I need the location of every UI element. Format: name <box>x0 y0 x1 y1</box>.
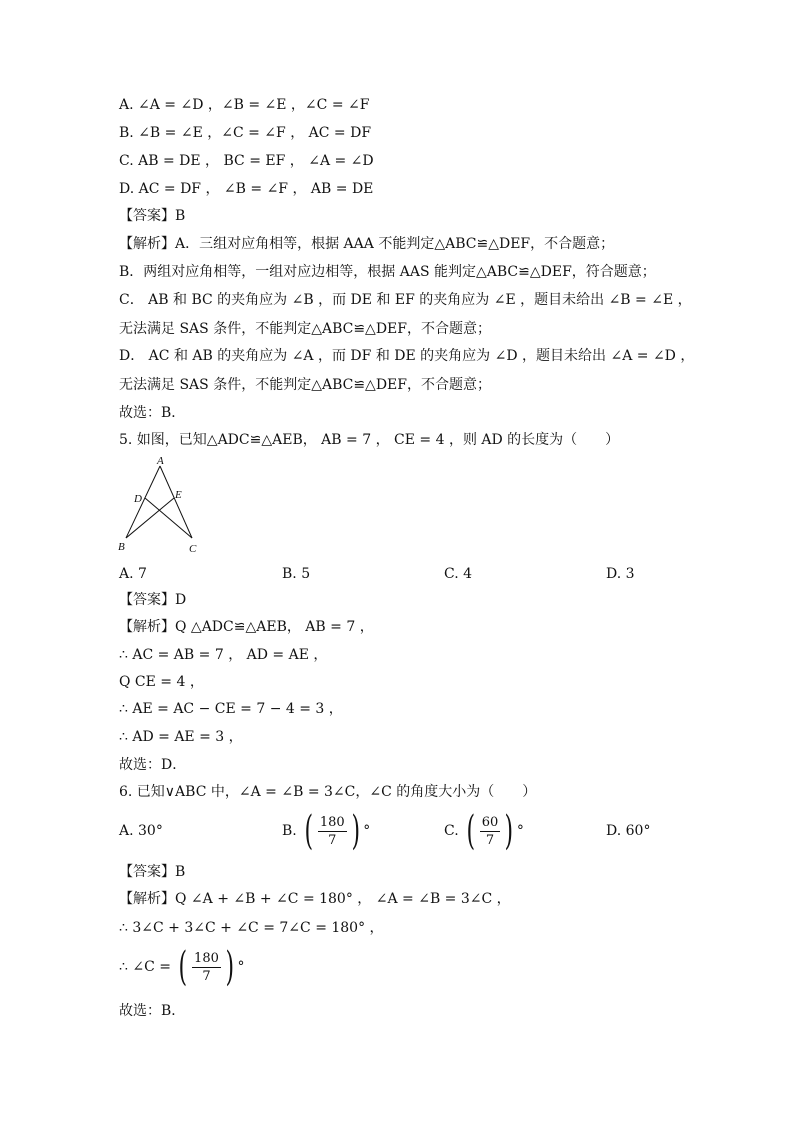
q4-analysis-line-5: D． AC 和 AB 的夹角应为 ∠A ，而 DF 和 DE 的夹角应为 ∠D ，题目未给出 ∠A = ∠D ， <box>119 348 695 364</box>
segment-ac <box>160 466 192 538</box>
q6-option-b <box>282 808 370 854</box>
q5-analysis-line-5: ∴ AD = AE = 3 ， <box>119 729 243 745</box>
q6-analysis-line-2: ∴ 3∠C + 3∠C + ∠C = 7∠C = 180° ， <box>119 920 384 936</box>
q5-question: 5. 如图，已知△ADC≌△AEB， AB = 7 ， CE = 4 ，则 AD 的长度为（ ） <box>119 432 620 448</box>
q4-option-a: A. ∠A = ∠D ，∠B = ∠E ，∠C = ∠F <box>119 97 370 113</box>
q6-option-b-fraction: ( $\frac{180}{7}$ ) <box>304 808 360 854</box>
q4-option-c: C. AB = DE ， BC = EF ， ∠A = ∠D <box>119 153 374 169</box>
q6-option-b-prefix: B. <box>282 823 297 839</box>
q4-option-b: B. ∠B = ∠E ，∠C = ∠F ， AC = DF <box>119 125 372 141</box>
q6-result-degree: ° <box>237 959 245 975</box>
q6-option-c-prefix: C. <box>444 823 459 839</box>
q5-triangle-figure <box>112 452 212 557</box>
q6-result-fraction: ( $\frac{180}{7}$ ) <box>178 944 234 990</box>
q6-answer: 【答案】B <box>119 864 186 880</box>
q4-option-d: D. AC = DF ， ∠B = ∠F ， AB = DE <box>119 181 374 197</box>
label-b: B <box>118 541 125 553</box>
segment-cd <box>145 498 192 538</box>
q6-option-c-numerator: 60 <box>481 814 499 830</box>
label-e: E <box>175 489 182 501</box>
label-c: C <box>189 543 197 555</box>
q6-analysis-result <box>119 944 244 990</box>
segment-ab <box>126 466 160 538</box>
label-d: D <box>134 493 142 505</box>
q5-conclusion: 故选：D． <box>119 757 187 773</box>
q6-conclusion: 故选：B． <box>119 1003 186 1019</box>
q6-option-b-denominator: 7 <box>328 832 337 848</box>
q4-analysis-line-6: 无法满足 SAS 条件，不能判定△ABC≌△DEF，不合题意； <box>119 377 491 393</box>
q6-option-c-degree: ° <box>516 823 524 839</box>
q6-result-prefix: ∴ ∠C = <box>119 959 171 975</box>
q6-option-d: D. 60° <box>606 823 651 839</box>
q5-analysis-line-2: ∴ AC = AB = 7 ， AD = AE ， <box>119 647 328 663</box>
q4-analysis-line-1: 【解析】A．三组对应角相等，根据 AAA 不能判定△ABC≌△DEF，不合题意； <box>119 236 615 252</box>
q5-analysis-line-3: Q CE = 4 ， <box>119 674 204 690</box>
q5-option-c: C. 4 <box>444 566 473 582</box>
q5-analysis-line-1: 【解析】Q △ADC≌△AEB， AB = 7 ， <box>119 619 374 635</box>
q6-question: 6. 已知∨ABC 中，∠A = ∠B = 3∠C，∠C 的角度大小为（ ） <box>119 784 537 800</box>
q6-option-a: A. 30° <box>119 823 163 839</box>
q6-option-b-numerator: 180 <box>319 814 345 830</box>
q6-result-numerator: 180 <box>194 950 219 966</box>
q6-option-b-degree: ° <box>363 823 371 839</box>
q5-analysis-line-4: ∴ AE = AC − CE = 7 − 4 = 3 ， <box>119 701 343 717</box>
q6-option-c-fraction: ( $\frac{60}{7}$ ) <box>466 808 514 854</box>
q5-answer: 【答案】D <box>119 592 187 608</box>
q4-analysis-line-2: B．两组对应角相等，一组对应边相等，根据 AAS 能判定△ABC≌△DEF，符合题意； <box>119 264 656 280</box>
q5-option-b: B. 5 <box>282 566 311 582</box>
label-a: A <box>157 455 164 467</box>
q4-answer: 【答案】B <box>119 208 186 224</box>
q6-option-c-denominator: 7 <box>485 832 495 848</box>
q4-analysis-line-3: C． AB 和 BC 的夹角应为 ∠B ，而 DE 和 EF 的夹角应为 ∠E ，题目未给出 ∠B = ∠E ， <box>119 292 692 308</box>
q5-option-d: D. 3 <box>606 566 635 582</box>
q6-result-denominator: 7 <box>202 968 211 984</box>
q6-option-c <box>444 808 524 854</box>
q5-option-a: A. 7 <box>119 566 147 582</box>
q4-conclusion: 故选：B． <box>119 405 186 421</box>
q4-analysis-line-4: 无法满足 SAS 条件，不能判定△ABC≌△DEF，不合题意； <box>119 321 491 337</box>
q6-analysis-line-1: 【解析】Q ∠A + ∠B + ∠C = 180° ， ∠A = ∠B = 3∠C ， <box>119 891 511 907</box>
